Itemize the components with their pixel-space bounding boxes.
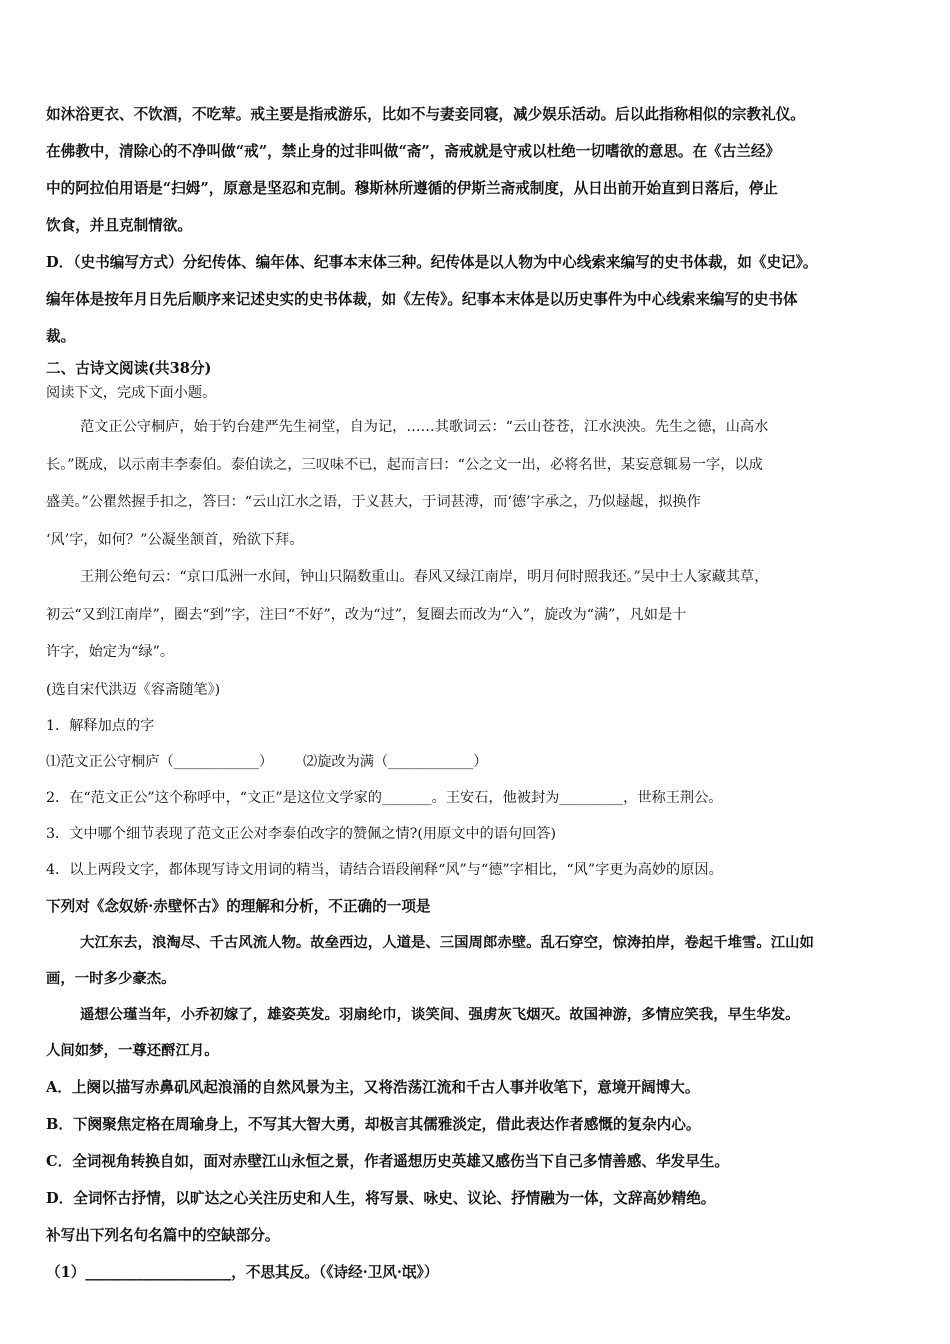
question-1-items xyxy=(46,744,908,780)
passage-source: (选自宋代洪迈《容斋随笔》) xyxy=(46,681,221,698)
document-page xyxy=(46,96,908,1291)
poem-line: 遥想公瑾当年，小乔初嫁了，雄姿英发。羽扇纶巾，谈笑间、强虏灰飞烟灭。故国神游，多情应笑我，早生华发。 xyxy=(80,1005,800,1023)
question-1-item-2[interactable]: ⑵旋改为满（____________） xyxy=(303,753,488,770)
text-line: 中的阿拉伯用语是“扫姆”，原意是坚忍和克制。穆斯林所遵循的伊斯兰斋戒制度，从日出前开始直到日落后，停止 xyxy=(46,180,778,197)
poem-option-c[interactable]: C．全词视角转换自如，面对赤壁江山永恒之景，作者遥想历史英雄又感伤当下自己多情善感、华发早生。 xyxy=(46,1152,729,1170)
option-d-line: 编年体是按年月日先后顺序来记述史实的史书体裁，如《左传》。纪事本末体是以历史事件为中心线索来编写的史书体 xyxy=(46,291,798,308)
fill-blank-item-1[interactable]: （1）____________________，不思其反。（《诗经·卫风·氓》） xyxy=(46,1263,439,1281)
option-d-block xyxy=(46,244,908,355)
option-d-line: 裁。 xyxy=(46,328,76,345)
passage-line: 许字，始定为“绿”。 xyxy=(46,644,175,660)
passage-line: 初云“又到江南岸”，圈去“到”字，注曰“不好”，改为“过”，复圈去而改为“入”，旋改为“满”，凡如是十 xyxy=(46,606,687,623)
passage-continuation xyxy=(46,96,908,244)
passage-line: 王荆公绝句云：“京口瓜洲一水间，钟山只隔数重山。春风又绿江南岸，明月何时照我还。”吴中士人家藏其草， xyxy=(80,569,769,585)
passage-line: 长。”既成，以示南丰李泰伯。泰伯读之，三叹味不已，起而言曰：“公之文一出，必将名世，某妄意辄易一字，以成 xyxy=(46,456,763,473)
question-1: 1．解释加点的字 xyxy=(46,717,155,734)
text-line: 饮食，并且克制情欲。 xyxy=(46,217,192,234)
passage-line: 盛美。”公瞿然握手扣之，答曰：“云山江水之语，于义甚大，于词甚溥，而‘德’字承之，乃似趢趗，拟换作 xyxy=(46,494,701,510)
question-2: 2．在“范文正公”这个称呼中，“文正”是这位文学家的_______。王安石，他被封为_________，世称王荆公。 xyxy=(46,789,723,806)
poem-line: 画，一时多少豪杰。 xyxy=(46,969,176,987)
fill-blank-stem: 补写出下列名句名篇中的空缺部分。 xyxy=(46,1226,280,1244)
poem-option-a[interactable]: A．上阕以描写赤鼻矶风起浪涌的自然风景为主，又将浩荡江流和千古人事并收笔下，意境开阔博大。 xyxy=(46,1078,700,1096)
classical-passage-2 xyxy=(46,559,908,672)
passage-line: ‘风’字，如何？”公凝坐颔首，殆欲下拜。 xyxy=(46,531,304,548)
question-3: 3．文中哪个细节表现了范文正公对李泰伯改字的赞佩之情?(用原文中的语句回答) xyxy=(46,825,557,842)
option-d-line: D．（史书编写方式）分纪传体、编年体、纪事本末体三种。纪传体是以人物为中心线索来编写的史书体裁，如《史记》。 xyxy=(46,254,818,271)
poem-question-stem: 下列对《念奴娇·赤壁怀古》的理解和分析，不正确的一项是 xyxy=(46,897,431,915)
poem-option-b[interactable]: B．下阕聚焦定格在周瑜身上，不写其大智大勇，却极言其儒雅淡定，借此表达作者感慨的复杂内心。 xyxy=(46,1115,701,1133)
text-line: 在佛教中，清除心的不净叫做“戒”，禁止身的过非叫做“斋”，斋戒就是守戒以杜绝一切嗜欲的意思。在《古兰经》 xyxy=(46,143,781,160)
poem-line: 人间如梦，一尊还酹江月。 xyxy=(46,1041,219,1059)
poem-text xyxy=(46,925,908,1069)
section-title: 二、古诗文阅读(共38分) xyxy=(46,360,212,377)
passage-line: 范文正公守桐庐，始于钓台建严先生祠堂，自为记，……其歌词云：“云山苍苍，江水泱泱。先生之德，山高水 xyxy=(80,419,769,435)
poem-options xyxy=(46,1069,908,1217)
text-line: 如沐浴更衣、不饮酒，不吃荤。戒主要是指戒游乐，比如不与妻妾同寝，减少娱乐活动。后以此指称相似的宗教礼仪。 xyxy=(46,106,805,123)
classical-passage-1 xyxy=(46,409,908,559)
poem-line: 大江东去，浪淘尽、千古风流人物。故垒西边，人道是、三国周郎赤壁。乱石穿空，惊涛拍岸，卷起千堆雪。江山如 xyxy=(80,933,814,951)
poem-option-d[interactable]: D．全词怀古抒情，以旷达之心关注历史和人生，将写景、咏史、议论、抒情融为一体，文辞高妙精绝。 xyxy=(46,1189,716,1207)
section-instruction: 阅读下文，完成下面小题。 xyxy=(46,385,217,401)
question-1-item-1[interactable]: ⑴范文正公守桐庐（____________） xyxy=(46,753,274,770)
question-4: 4．以上两段文字，都体现写诗文用词的精当，请结合语段阐释“风”与“德”字相比，“风”字更为高妙的原因。 xyxy=(46,861,723,878)
